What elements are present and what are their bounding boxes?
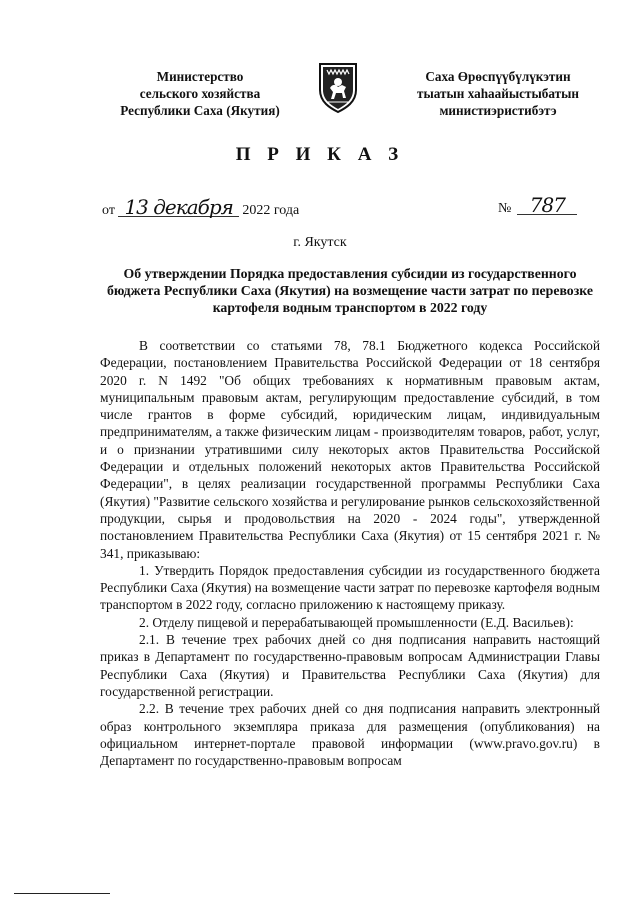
ministry-line: Министерство [156,69,244,84]
footnote-divider [14,893,110,894]
document-body [100,337,600,769]
paragraph: В соответствии со статьями 78, 78.1 Бюджетного кодекса Российской Федерации, постановлением Правительства Российской Федерации от 18 сентября 2020 г. N 1492 "Об общих требованиях к нормативным правовым актам, муниципальным правовым актам, регулирующим предоставление субсидий, в том числе грантов в форме субсидий, юридическим лицам, индивидуальным предпринимателям, а также физическим лицам - производителям товаров, работ, услуг, и о признании утратившими силу некоторых актов Правительства Российской Федерации и отдельных положений некоторых актов Правительства Российской Федерации", в целях реализации государственной программы Республики Саха (Якутия) "Развитие сельского хозяйства и регулирование рынков сельскохозяйственной продукции, сырья и продовольствия на 2020 - 2024 годы", утвержденной постановлением Правительства Республики Саха (Якутия) от 15 сентября 2021 г. № 341, приказываю: [100,338,600,561]
ministry-name-ru [100,68,300,119]
paragraph: 2.1. В течение трех рабочих дней со дня подписания направить настоящий приказ в Департамент по государственно-правовым вопросам Администрации Главы Республики Саха (Якутия) и Правительства Республики Саха (Якутия) для государственной регистрации. [100,632,600,699]
ministry-line: Саха Өрөспүүбүлүкэтин [425,69,571,84]
ministry-line: тыатын хаhаайыстыбатын [417,86,579,101]
order-number [498,193,577,217]
paragraph: 2.2. В течение трех рабочих дней со дня подписания направить электронный образ контрольного экземпляра приказа для размещения (опубликования) на официальном интернет-портале правовой информации (www.pravo.gov.ru) в Департамент по государственно-правовым вопросам [100,701,600,769]
ministry-line: Республики Саха (Якутия) [120,103,280,118]
date-prefix: от [102,203,115,218]
ministry-line: министиэристибэтэ [439,103,557,118]
date-suffix: 2022 года [242,203,300,218]
ministry-name-sah [398,68,598,119]
paragraph: 1. Утвердить Порядок предоставления субсидии из государственного бюджета Республики Саха (Якутия) на возмещение части затрат по перевозке картофеля водным транспортом в 2022 году, согласно приложению к настоящему приказу. [100,562,600,613]
handwritten-date: 13 декабря [118,198,238,217]
document-title: Об утверждении Порядка предоставления субсидии из государственного бюджета Республики Саха (Якутия) на возмещение части затрат по перевозке картофеля водным транспортом в 2022 году [107,266,593,315]
number-prefix: № [498,201,512,216]
order-date [102,195,300,219]
handwritten-number: 787 [517,196,577,215]
ministry-line: сельского хозяйства [139,86,261,101]
paragraph: 2. Отделу пищевой и перерабатывающей промышленности (Е.Д. Васильев): [139,614,574,630]
city: г. Якутск [293,235,347,250]
document-type-title: П Р И К А З [235,144,405,165]
coat-of-arms-icon [316,60,360,114]
